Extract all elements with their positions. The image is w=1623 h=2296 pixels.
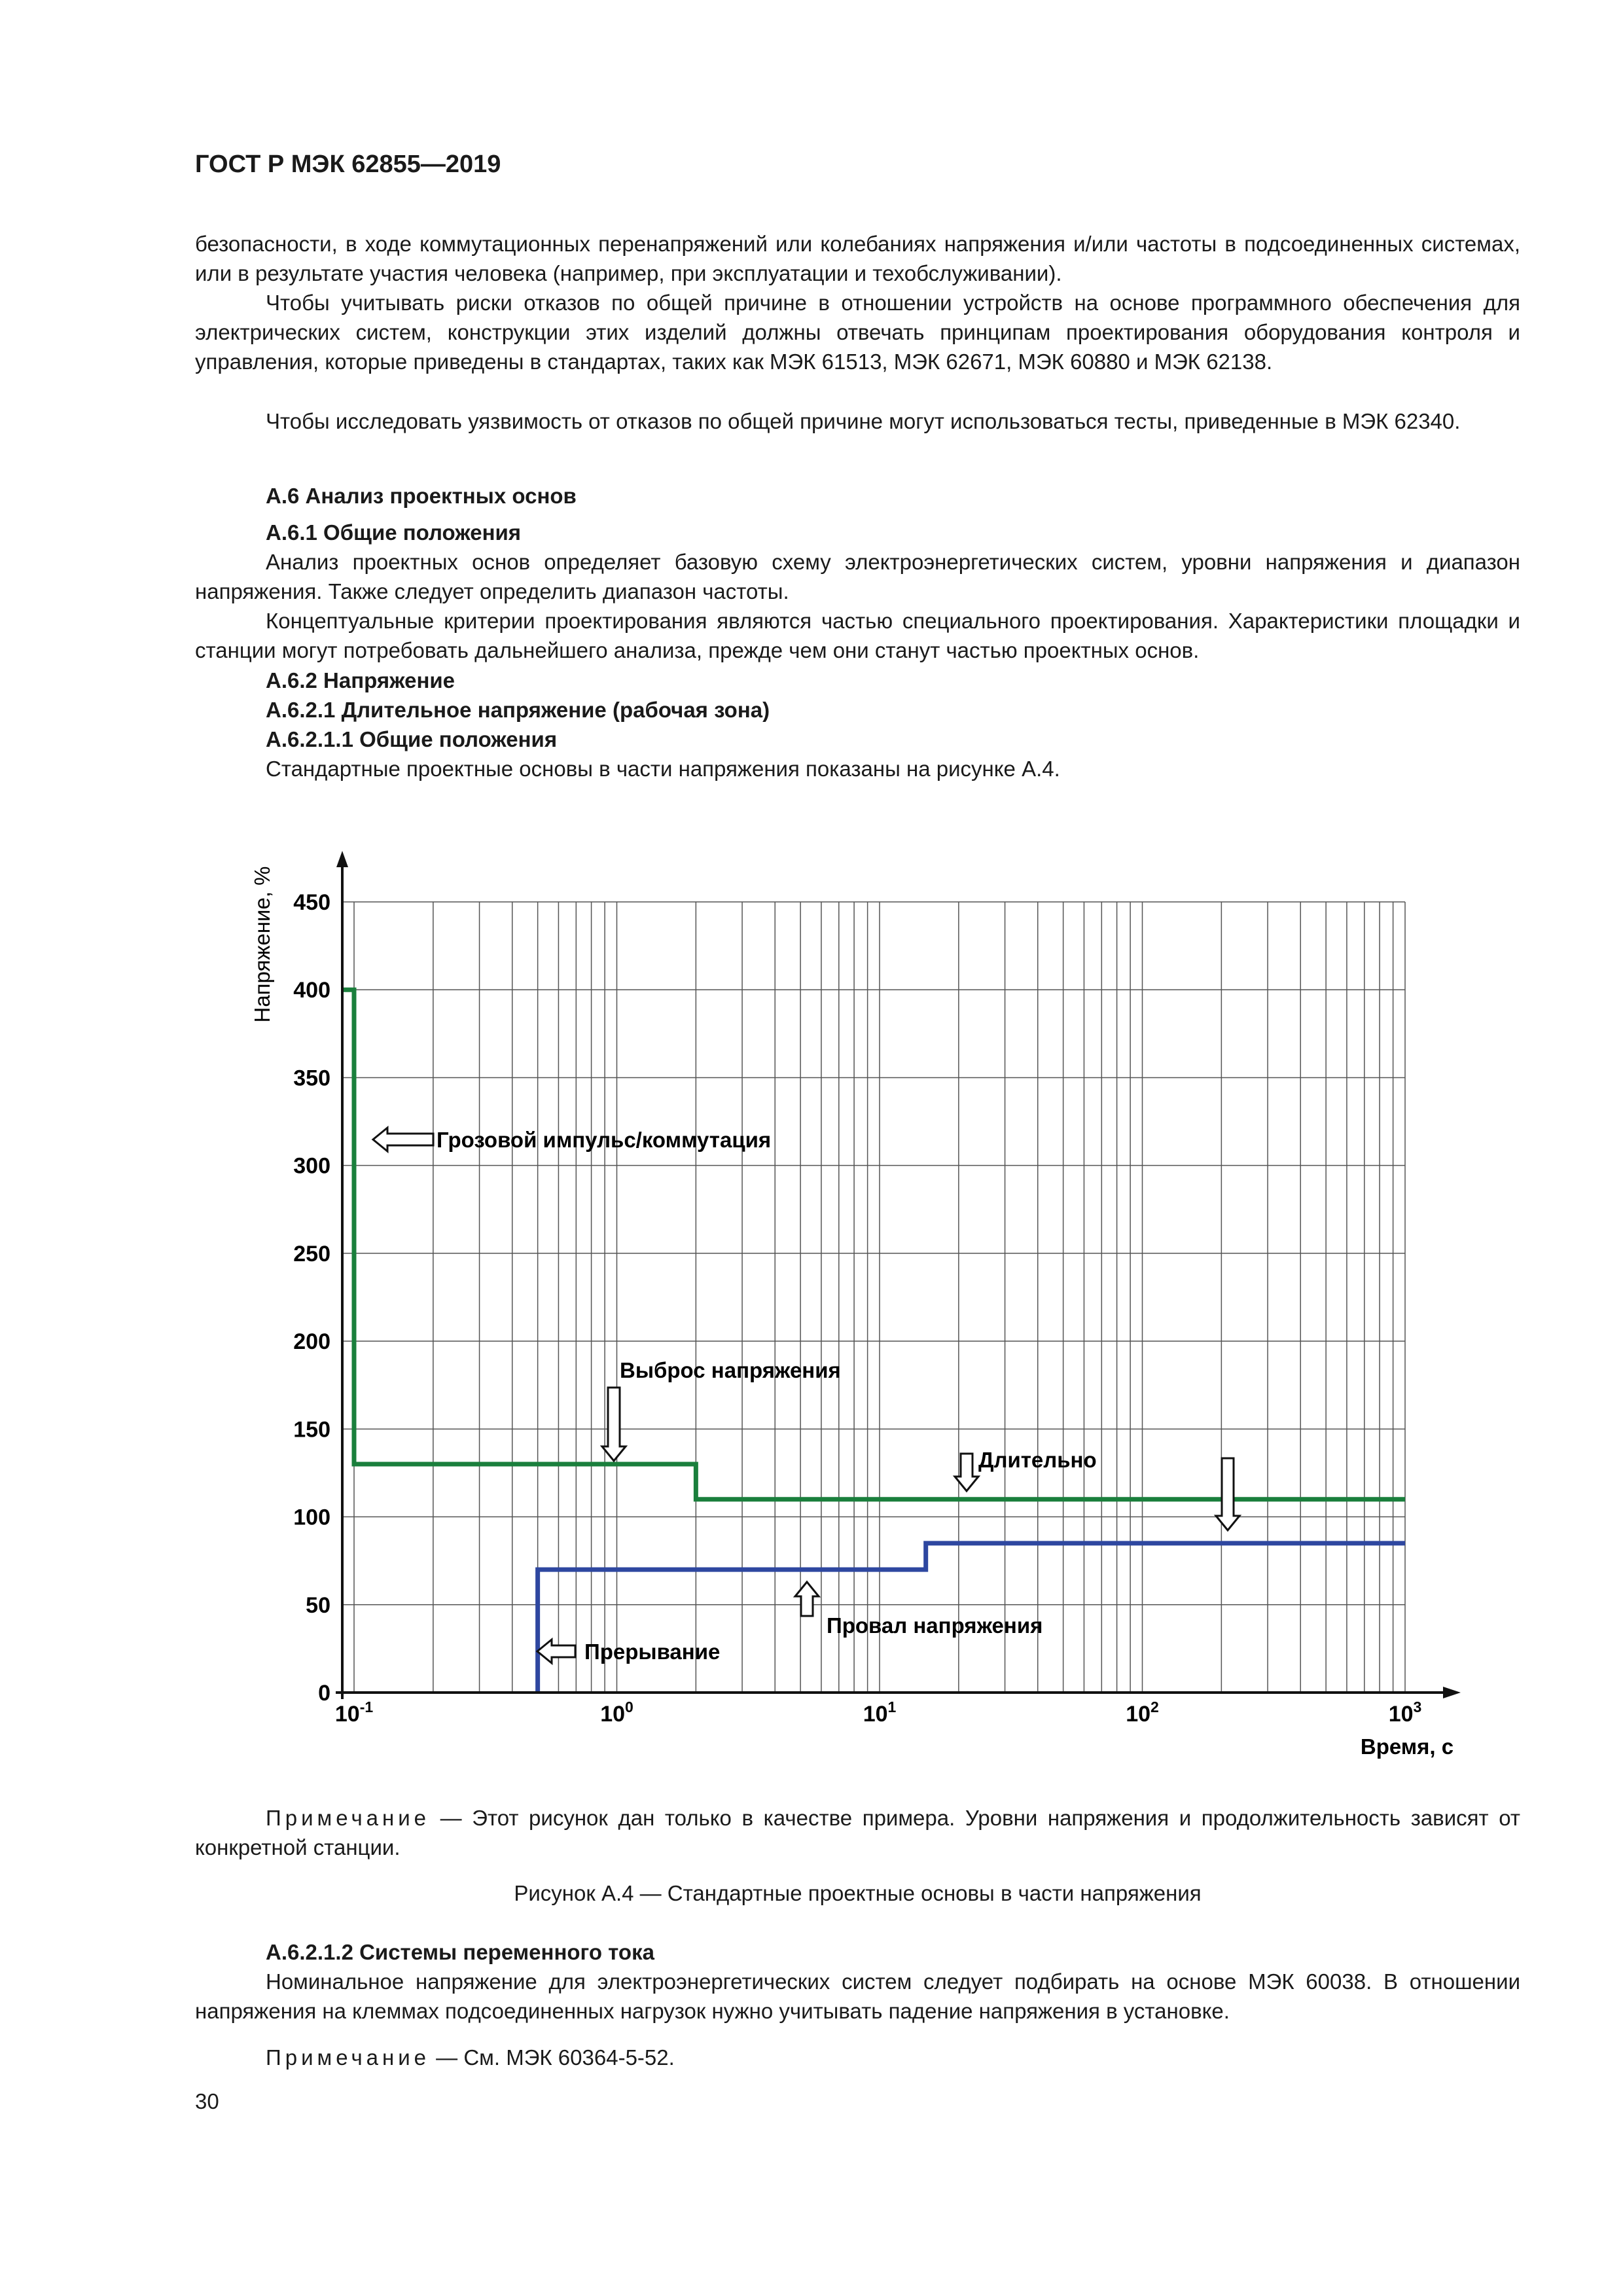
annotation-label: Грозовой импульс/коммутация	[437, 1128, 772, 1152]
paragraph: Номинальное напряжение для электроэнергетических систем следует подбирать на основе МЭК 60038. В отношении напряжения на клеммах подсоединенных нагрузок нужно учитывать падение напряжения в установке.	[195, 1969, 1520, 2024]
section-heading: А.6.2.1.2 Системы переменного тока	[266, 1940, 654, 1964]
annotation-label: Выброс напряжения	[620, 1358, 841, 1382]
section-heading: А.6.1 Общие положения	[266, 520, 522, 545]
paragraph: Чтобы учитывать риски отказов по общей причине в отношении устройств на основе программного обеспечения для электрических систем, конструкции этих изделий должны отвечать принципам проектирования оборудования контроля и управления, которые приведены в стандартах, таких как МЭК 61513, МЭК 62671, МЭК 60880 и МЭК 62138.	[195, 291, 1520, 374]
note-label: Примечание	[266, 1806, 431, 1830]
x-tick-label: $10^0$	[600, 1698, 633, 1727]
note-text: — См. МЭК 60364-5-52.	[430, 2045, 675, 2070]
chart-axes	[336, 851, 1461, 1699]
y-tick-label: 100	[293, 1505, 330, 1530]
figure-caption: Рисунок А.4 — Стандартные проектные основы в части напряжения	[514, 1881, 1202, 1905]
section-heading: А.6.2.1.1 Общие положения	[266, 727, 558, 751]
note-text: — Этот рисунок дан только в качестве примера. Уровни напряжения и продолжительность зависят от конкретной станции.	[195, 1806, 1520, 1860]
chart-grid	[342, 902, 1405, 1693]
paragraph: Концептуальные критерии проектирования являются частью специального проектирования. Характеристики площадки и станции могут потребовать дальнейшего анализа, прежде чем они станут частью проектных основ.	[195, 609, 1520, 663]
arrow-down-icon	[602, 1388, 626, 1461]
y-tick-label: 400	[293, 978, 330, 1003]
y-tick-label: 150	[293, 1417, 330, 1443]
note	[195, 2043, 1520, 2072]
section-heading: А.6 Анализ проектных основ	[266, 484, 577, 508]
y-axis-label: Напряжение, %	[250, 866, 274, 1023]
y-tick-label: 350	[293, 1066, 330, 1091]
chart-annotations	[373, 1128, 1240, 1664]
note-label: Примечание	[266, 2045, 431, 2070]
figure-note	[195, 1803, 1520, 1862]
arrow-left-icon	[373, 1128, 433, 1151]
y-tick-label: 50	[306, 1592, 330, 1618]
y-tick-label: 0	[318, 1681, 330, 1706]
x-axis-arrow	[1443, 1687, 1461, 1698]
x-tick-label: $10^2$	[1126, 1698, 1159, 1727]
y-axis-arrow	[336, 851, 348, 867]
y-tick-label: 250	[293, 1241, 330, 1266]
section-heading: А.6.2 Напряжение	[266, 668, 455, 692]
series-line-upper	[342, 990, 1405, 1499]
chart-ticks	[293, 890, 1421, 1727]
document-header: ГОСТ Р МЭК 62855—2019	[195, 151, 501, 178]
arrow-up-icon	[795, 1582, 819, 1616]
page-number: 30	[195, 2089, 219, 2113]
paragraph: Анализ проектных основ определяет базовую схему электроэнергетических систем, уровни напряжения и диапазон напряжения. Также следует определить диапазон частоты.	[195, 550, 1520, 604]
paragraph: Чтобы исследовать уязвимость от отказов по общей причине могут использоваться тесты, приведенные в МЭК 62340.	[266, 409, 1461, 433]
y-tick-label: 200	[293, 1329, 330, 1355]
y-tick-label: 300	[293, 1153, 330, 1179]
arrow-left-icon	[537, 1640, 575, 1663]
section-heading: А.6.2.1 Длительное напряжение (рабочая зона)	[266, 698, 770, 722]
paragraph: безопасности, в ходе коммутационных перенапряжений или колебаниях напряжения и/или частоты в подсоединенных системах, или в результате участия человека (например, при эксплуатации и техобслуживании).	[195, 232, 1520, 286]
x-tick-label: $10^{-1}$	[334, 1698, 374, 1727]
annotation-label: Прерывание	[584, 1640, 721, 1664]
paragraph: Стандартные проектные основы в части напряжения показаны на рисунке А.4.	[266, 757, 1060, 781]
y-tick-label: 450	[293, 890, 330, 915]
x-axis-label: Время, с	[1360, 1734, 1454, 1759]
x-tick-label: $10^1$	[863, 1698, 897, 1727]
annotation-label: Длительно	[978, 1448, 1097, 1472]
annotation-label: Провал напряжения	[827, 1613, 1043, 1638]
voltage-chart	[216, 831, 1492, 1774]
arrow-down-icon	[1216, 1458, 1240, 1530]
x-tick-label: $10^3$	[1388, 1698, 1422, 1727]
